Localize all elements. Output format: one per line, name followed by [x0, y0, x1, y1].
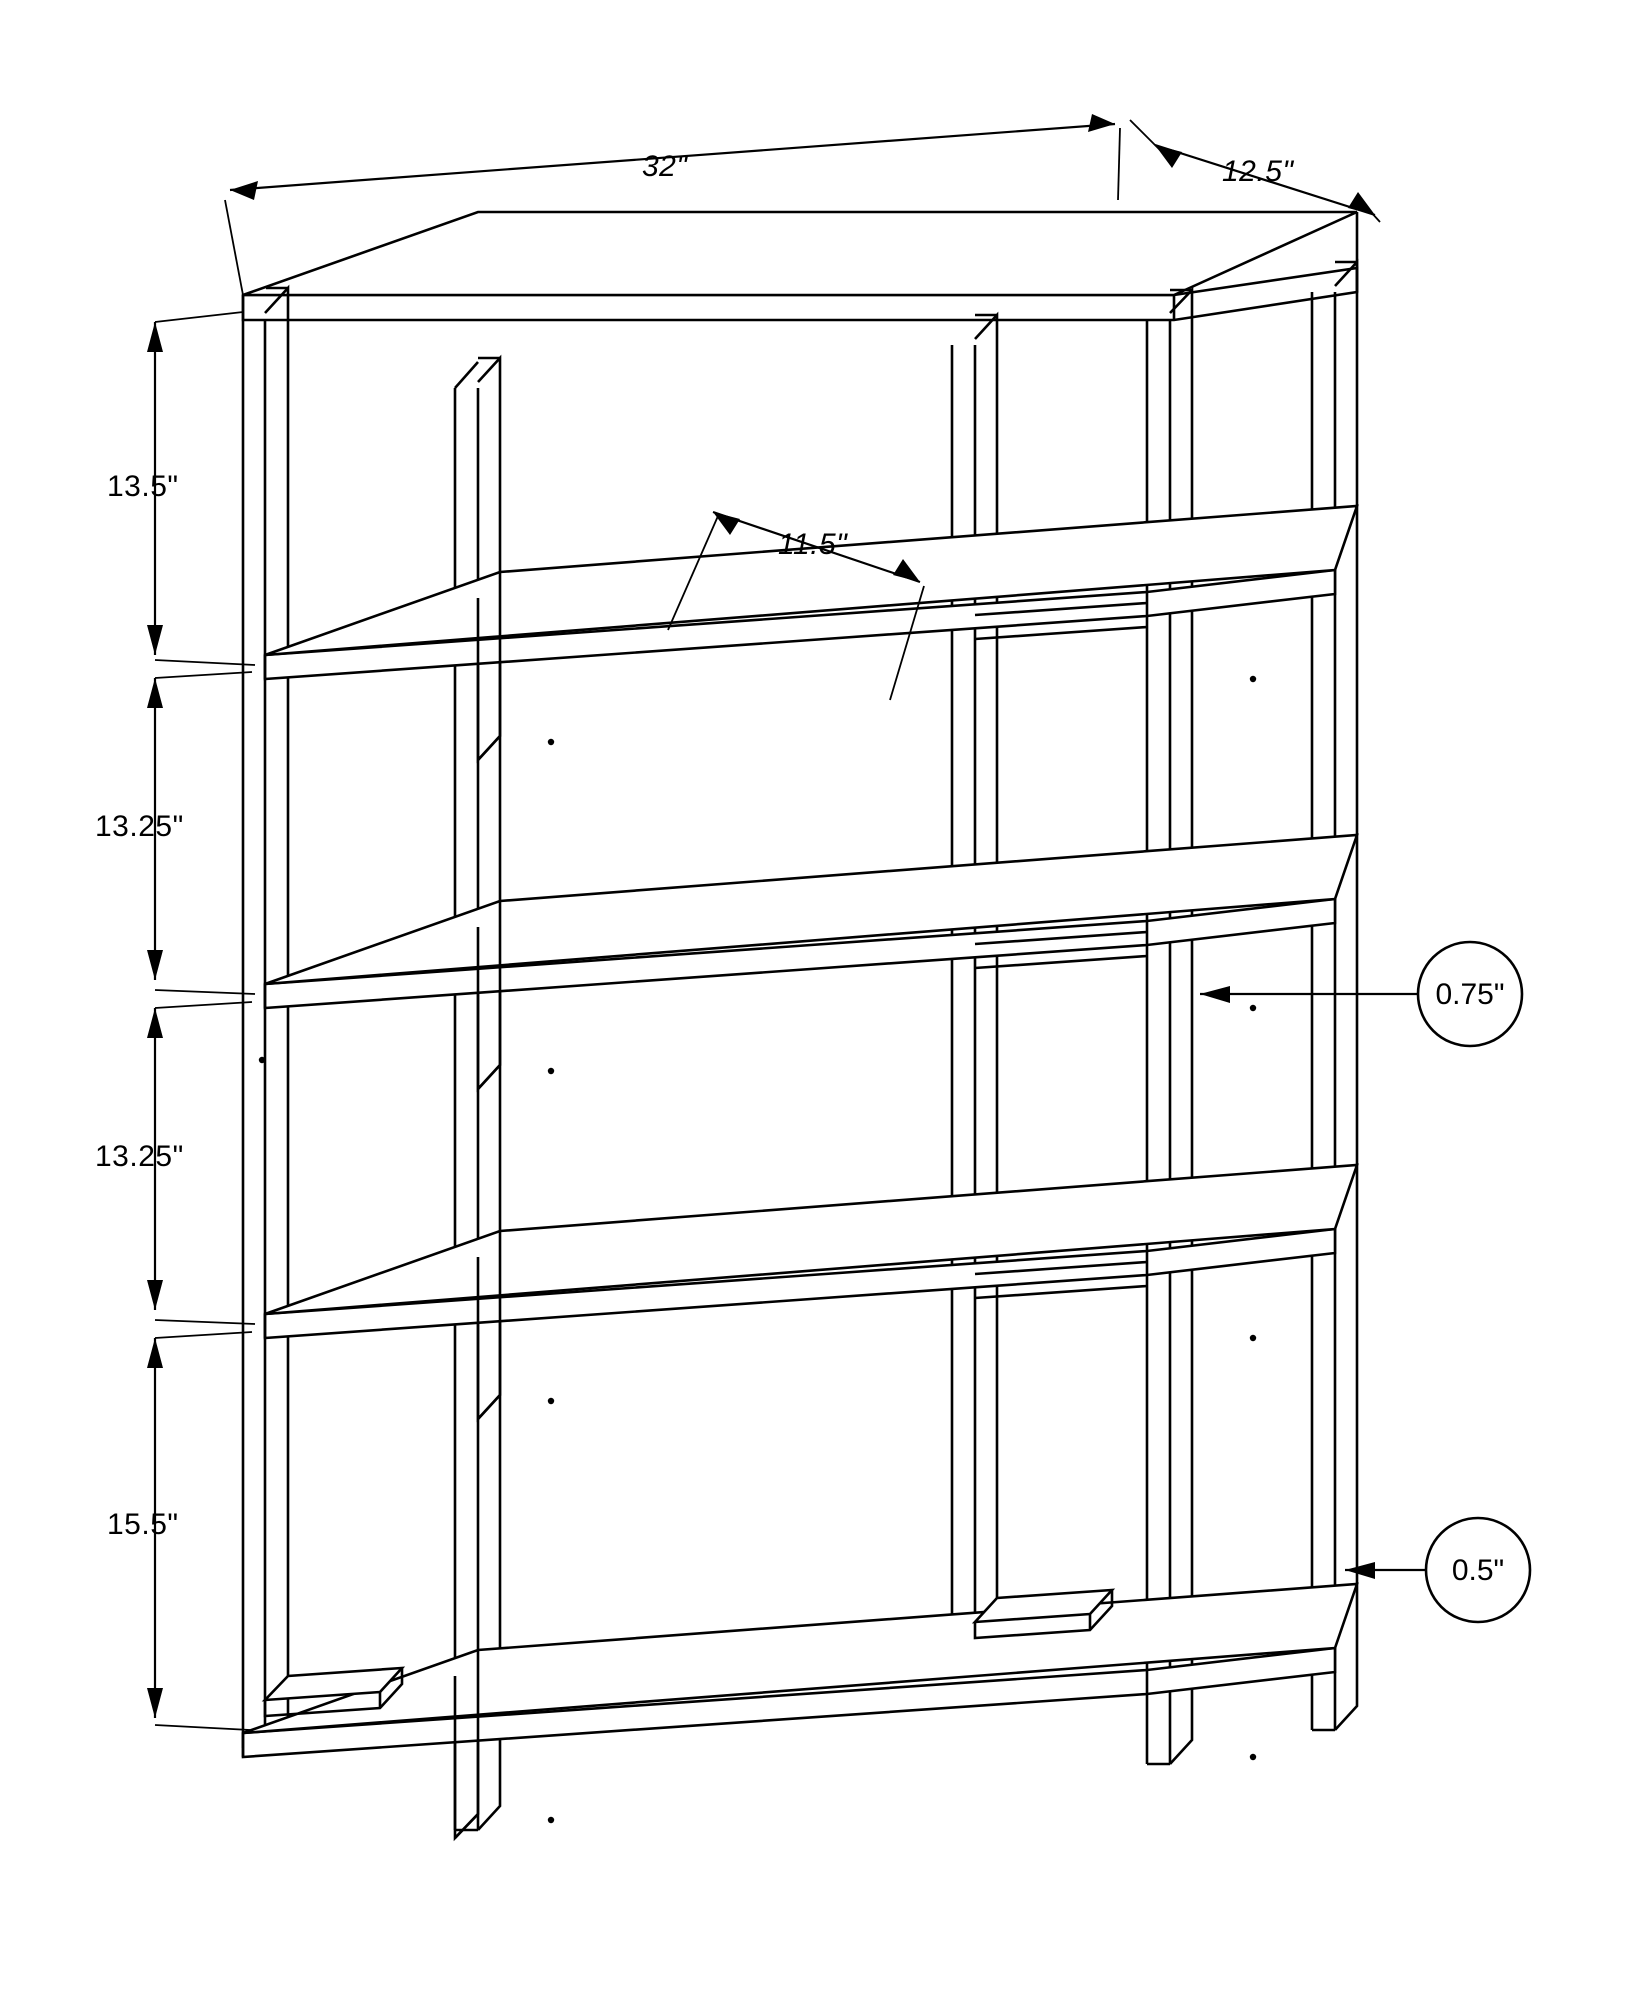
post-back-right: [1147, 290, 1192, 1764]
post-back-left: [243, 288, 288, 1748]
dim-label-width: 32": [642, 150, 688, 183]
dim-label-v1: 13.5": [107, 470, 179, 503]
dim-label-v2: 13.25": [95, 810, 184, 843]
shelf-bottom: [243, 1584, 1357, 1838]
post-mid-back: [952, 315, 997, 1640]
callout-label-tube-thickness: 0.5": [1451, 1554, 1505, 1587]
top-panel: [243, 212, 1357, 320]
callout-label-shelf-thickness: 0.75": [1435, 978, 1505, 1011]
dim-label-v4: 15.5": [107, 1508, 179, 1541]
post-front-right: [1312, 262, 1357, 1730]
dim-label-depth: 12.5": [1222, 155, 1294, 188]
dim-label-shelf-depth: 11.5": [778, 528, 848, 561]
dim-label-v3: 13.25": [95, 1140, 184, 1173]
